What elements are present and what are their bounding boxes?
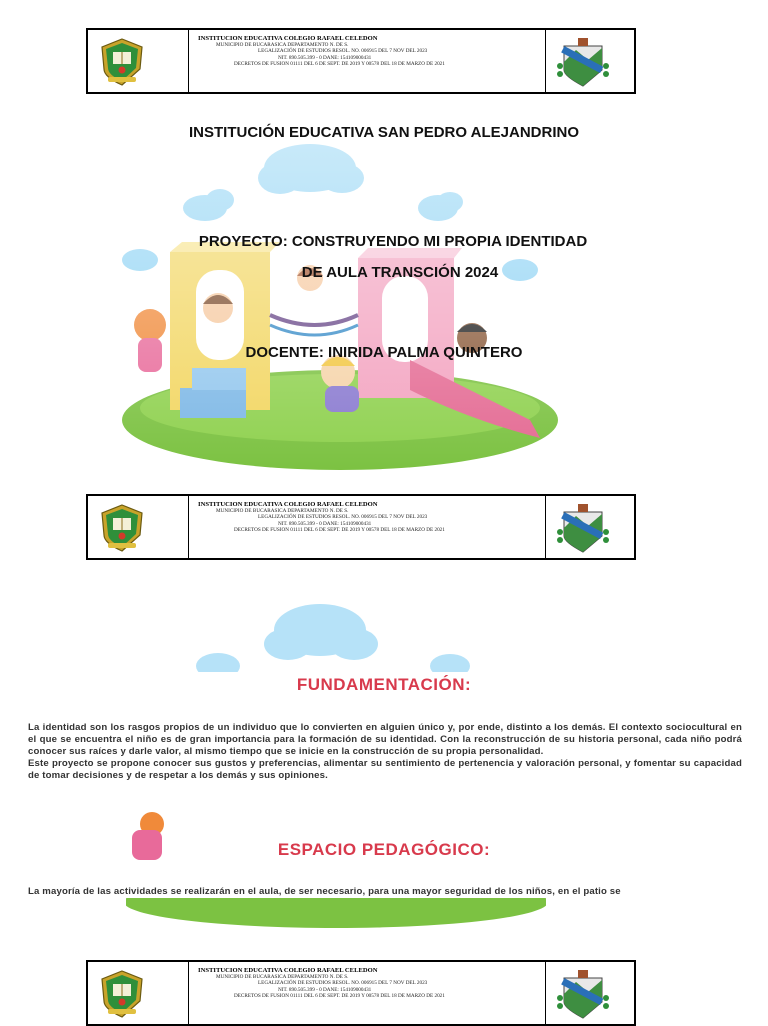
fundamentacion-paragraph-2: Este proyecto se propone conocer sus gustos y preferencias, alimentar su sentimiento de pertenencia y valoración personal, y fomentar su capacidad de tomar decisiones y de respetar a los demás y sus opiniones. bbox=[28, 758, 742, 781]
municipality-line: MUNICIPIO DE BUCARASICA DEPARTAMENTO N. DE S. bbox=[216, 42, 349, 49]
municipality-line: MUNICIPIO DE BUCARASICA DEPARTAMENTO N. DE S. bbox=[216, 974, 349, 981]
espacio-paragraph-1: La mayoría de las actividades se realizarán en el aula, de ser necesario, para una mayor seguridad de los niños, en el patio se bbox=[28, 886, 621, 897]
decrees-line: DECRETOS DE FUSION 01111 DEL 6 DE SEPT. DE 2019 Y 00578 DEL 18 DE MARZO DE 2021 bbox=[234, 526, 445, 533]
classroom-title: DE AULA TRANSCIÓN 2024 bbox=[301, 264, 499, 281]
letterhead-1 bbox=[86, 28, 636, 94]
teacher-name: DOCENTE: INIRIDA PALMA QUINTERO bbox=[245, 344, 523, 361]
letterhead-2 bbox=[86, 494, 636, 560]
municipality-line: MUNICIPIO DE BUCARASICA DEPARTAMENTO N. DE S. bbox=[216, 508, 349, 515]
decrees-line: DECRETOS DE FUSION 01111 DEL 6 DE SEPT. DE 2019 Y 00578 DEL 18 DE MARZO DE 2021 bbox=[234, 992, 445, 999]
project-title: PROYECTO: CONSTRUYENDO MI PROPIA IDENTIDAD bbox=[198, 233, 588, 250]
nit-dane-line: NIT. 890.505.399 - 0 DANE: 154109000431 bbox=[278, 54, 372, 61]
legalization-line: LEGALIZACIÓN DE ESTUDIOS RESOL. NO. 006915 DEL 7 NOV DEL 2023 bbox=[258, 48, 428, 55]
legalization-line: LEGALIZACIÓN DE ESTUDIOS RESOL. NO. 006915 DEL 7 NOV DEL 2023 bbox=[258, 980, 428, 987]
school-crest-icon bbox=[98, 37, 146, 87]
fundamentacion-heading: FUNDAMENTACIÓN: bbox=[296, 675, 472, 694]
institution-name: INSTITUCION EDUCATIVA COLEGIO RAFAEL CELEDON bbox=[198, 501, 378, 508]
fundamentacion-text bbox=[28, 722, 742, 782]
institution-name: INSTITUCION EDUCATIVA COLEGIO RAFAEL CELEDON bbox=[198, 967, 378, 974]
school-crest-icon bbox=[98, 969, 146, 1019]
espacio-heading: ESPACIO PEDAGÓGICO: bbox=[277, 840, 491, 859]
letterhead-text bbox=[198, 502, 498, 533]
letterhead-text bbox=[198, 36, 498, 67]
decrees-line: DECRETOS DE FUSION 01111 DEL 6 DE SEPT. DE 2019 Y 00578 DEL 18 DE MARZO DE 2021 bbox=[234, 60, 445, 67]
school-crest-icon bbox=[98, 503, 146, 553]
legalization-line: LEGALIZACIÓN DE ESTUDIOS RESOL. NO. 006915 DEL 7 NOV DEL 2023 bbox=[258, 514, 428, 521]
letterhead-3 bbox=[86, 960, 636, 1026]
fundamentacion-paragraph-1: La identidad son los rasgos propios de un individuo que lo convierten en alguien único y, por ende, distinto a los demás. El contexto sociocultural en el que se encuentra el niño es de gran importancia para la formación de su identidad. Con la reconstrucción de su historia personal, cada niño podrá conocer sus raíces y darle valor, al mismo tiempo que se inicie en la construcción de su propia personalidad. bbox=[28, 722, 742, 757]
nit-dane-line: NIT. 890.505.399 - 0 DANE: 154109000431 bbox=[278, 520, 372, 527]
espacio-text bbox=[28, 886, 742, 898]
institution-name: INSTITUCION EDUCATIVA COLEGIO RAFAEL CELEDON bbox=[198, 35, 378, 42]
nit-dane-line: NIT. 890.505.399 - 0 DANE: 154109000431 bbox=[278, 986, 372, 993]
school-title: INSTITUCIÓN EDUCATIVA SAN PEDRO ALEJANDRINO bbox=[188, 124, 579, 141]
clouds-decoration bbox=[120, 590, 560, 672]
playground-illustration bbox=[110, 120, 560, 470]
municipality-shield-icon bbox=[554, 36, 610, 88]
letterhead-text bbox=[198, 968, 498, 999]
grass-decoration bbox=[126, 898, 546, 928]
municipality-shield-icon bbox=[554, 502, 610, 554]
municipality-shield-icon bbox=[554, 968, 610, 1020]
